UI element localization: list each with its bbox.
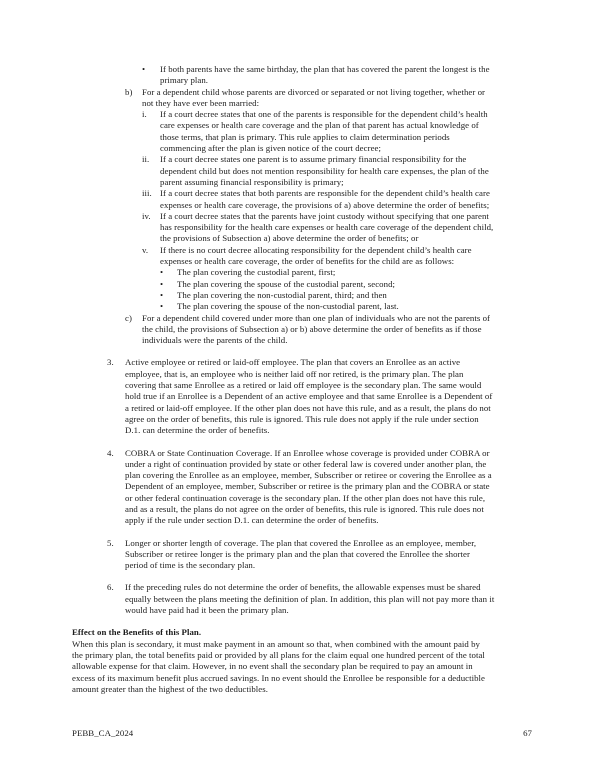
text-line: allowable expense for that claim. However, in no event shall the secondary plan be required to pay an amount in bbox=[72, 661, 473, 672]
text-line: those terms, that plan is primary. This rule applies to claim determination periods bbox=[160, 131, 450, 142]
text-line: If a court decree states one parent is to assume primary financial responsibility for the bbox=[160, 154, 467, 165]
text-line: The plan covering the spouse of the custodial parent, second; bbox=[177, 278, 396, 289]
list-item bbox=[0, 448, 600, 527]
list-item bbox=[0, 313, 600, 347]
page-number: 67 bbox=[523, 728, 532, 738]
list-marker: c) bbox=[125, 312, 132, 323]
list-item bbox=[0, 109, 600, 154]
text-line: If there is no court decree allocating responsibility for the dependent child’s health care bbox=[160, 244, 472, 255]
list-item bbox=[0, 154, 600, 188]
text-line: If a court decree states that one of the parents is responsible for the dependent child’s health bbox=[160, 109, 488, 120]
text-line: hold true if an Enrollee is a Dependent of an active employee and that same Enrollee is a Dependent of bbox=[125, 391, 493, 402]
text-line: Effect on the Benefits of this Plan. bbox=[72, 627, 202, 638]
text-line: a retired or laid-off employee. If the other plan does not have this rule, and as a result, the plans do not bbox=[125, 402, 491, 413]
bullet-marker: • bbox=[160, 289, 164, 300]
text-line: care expenses or health care coverage and the plan of that parent has actual knowledge of bbox=[160, 120, 479, 131]
document-body bbox=[0, 64, 600, 695]
list-item bbox=[0, 245, 600, 268]
text-line: amount greater than the highest of the two deductibles. bbox=[72, 683, 268, 694]
text-line: employee, that is, an employee who is neither laid off nor retired, is the primary plan. The plan bbox=[125, 368, 464, 379]
list-marker: 4. bbox=[107, 447, 114, 458]
text-line: If the preceding rules do not determine the order of benefits, the allowable expenses must be shared bbox=[125, 582, 481, 593]
paragraph bbox=[0, 639, 600, 695]
text-line: plan covering the Enrollee as an employee, member, Subscriber or retiree or covering the Enrollee as a bbox=[125, 470, 492, 481]
text-line: and as a result, the plans do not agree on the order of benefits, this rule is ignored. This rule does not bbox=[125, 503, 484, 514]
text-line: If both parents have the same birthday, the plan that has covered the parent the longest is the bbox=[160, 64, 490, 74]
list-item bbox=[0, 582, 600, 616]
list-item bbox=[0, 267, 600, 278]
text-line: For a dependent child whose parents are divorced or separated or not living together, whether or bbox=[142, 86, 486, 97]
list-item bbox=[0, 87, 600, 110]
text-line: expenses or health care coverage, the order of benefits for the child are as follows: bbox=[160, 256, 455, 267]
text-line: The plan covering the custodial parent, first; bbox=[177, 267, 336, 278]
text-line: expenses or health care coverage, the provisions of a) above determine the order of benefits; bbox=[160, 199, 490, 210]
text-line: or other federal continuation coverage is the secondary plan. If the other plan does not have this rule, bbox=[125, 492, 486, 503]
list-item bbox=[0, 188, 600, 211]
text-line: covering that same Enrollee as a retired or laid off employee is the secondary plan. The same would bbox=[125, 380, 482, 391]
text-line: not they have ever been married: bbox=[142, 97, 260, 108]
footer-document-id: PEBB_CA_2024 bbox=[72, 728, 134, 738]
text-line: agree on the order of benefits, this rule is ignored. This rule does not apply if the rule under section bbox=[125, 413, 479, 424]
text-line: Active employee or retired or laid-off employee. The plan that covers an Enrollee as an active bbox=[125, 357, 461, 368]
list-marker: iv. bbox=[142, 210, 151, 221]
bullet-marker: • bbox=[160, 301, 164, 312]
text-line: Longer or shorter length of coverage. The plan that covered the Enrollee as an employee, member, bbox=[125, 537, 477, 548]
text-line: parent assuming financial responsibility is primary; bbox=[160, 176, 344, 187]
bullet-marker: • bbox=[160, 278, 164, 289]
text-line: individuals were the parents of the child. bbox=[142, 335, 288, 346]
list-item bbox=[0, 538, 600, 572]
text-line: apply if the rule under section D.1. can determine the order of benefits. bbox=[125, 515, 379, 526]
text-line: D.1. can determine the order of benefits. bbox=[125, 425, 270, 436]
text-line: would have paid had it been the primary plan. bbox=[125, 605, 289, 616]
page-footer bbox=[72, 728, 532, 739]
text-line: commencing after the plan is given notice of the court decree; bbox=[160, 143, 381, 154]
text-line: the child, the provisions of Subsection a) or b) above determine the order of benefits as if those bbox=[142, 323, 482, 334]
list-item bbox=[0, 301, 600, 312]
text-line: The plan covering the non-custodial parent, third; and then bbox=[177, 289, 387, 300]
text-line: primary plan. bbox=[160, 75, 209, 86]
text-line: If a court decree states that the parents have joint custody without specifying that one parent bbox=[160, 210, 489, 221]
bullet-marker: • bbox=[160, 267, 164, 278]
list-item bbox=[0, 279, 600, 290]
text-line: Dependent of an employee, member, Subscriber or retiree is the primary plan and the COBRA or state bbox=[125, 481, 490, 492]
list-marker: i. bbox=[142, 109, 147, 120]
text-line: period of time is the secondary plan. bbox=[125, 560, 256, 571]
bullet-marker: • bbox=[142, 64, 146, 74]
text-line: excess of its maximum benefit plus accrued savings. In no event should the Enrollee be responsible for a deductible bbox=[72, 672, 485, 683]
list-marker: 6. bbox=[107, 582, 114, 593]
text-line: has responsibility for the health care expenses or health care coverage of the dependent child, bbox=[160, 222, 494, 233]
list-marker: 5. bbox=[107, 537, 114, 548]
text-line: under a right of continuation provided by state or other federal law is covered under another plan, the bbox=[125, 458, 487, 469]
text-line: Subscriber or retiree longer is the primary plan and the plan that covered the Enrollee the shorter bbox=[125, 548, 470, 559]
text-line: the primary plan, the total benefits paid or provided by all plans for the claim equal one hundred percent of the total bbox=[72, 649, 485, 660]
text-line: For a dependent child covered under more than one plan of individuals who are not the parents of bbox=[142, 312, 491, 323]
text-line: COBRA or State Continuation Coverage. If an Enrollee whose coverage is provided under COBRA or bbox=[125, 447, 490, 458]
list-item bbox=[0, 290, 600, 301]
list-marker: b) bbox=[125, 86, 133, 97]
text-line: The plan covering the spouse of the non-custodial parent, last. bbox=[177, 301, 399, 312]
section-heading bbox=[0, 627, 600, 638]
text-line: equally between the plans meeting the definition of plan. In addition, this plan will not pay more than it bbox=[125, 593, 495, 604]
list-marker: 3. bbox=[107, 357, 114, 368]
list-marker: iii. bbox=[142, 188, 152, 199]
text-line: the provisions of Subsection a) above determine the order of benefits; or bbox=[160, 233, 419, 244]
list-marker: ii. bbox=[142, 154, 150, 165]
list-item bbox=[0, 64, 600, 87]
list-marker: v. bbox=[142, 244, 149, 255]
text-line: If a court decree states that both parents are responsible for the dependent child’s health care bbox=[160, 188, 490, 199]
text-line: When this plan is secondary, it must make payment in an amount so that, when combined with the amount paid by bbox=[72, 638, 480, 649]
list-item bbox=[0, 357, 600, 436]
list-item bbox=[0, 211, 600, 245]
text-line: dependent child but does not mention responsibility for health care expenses, the plan of the bbox=[160, 165, 489, 176]
